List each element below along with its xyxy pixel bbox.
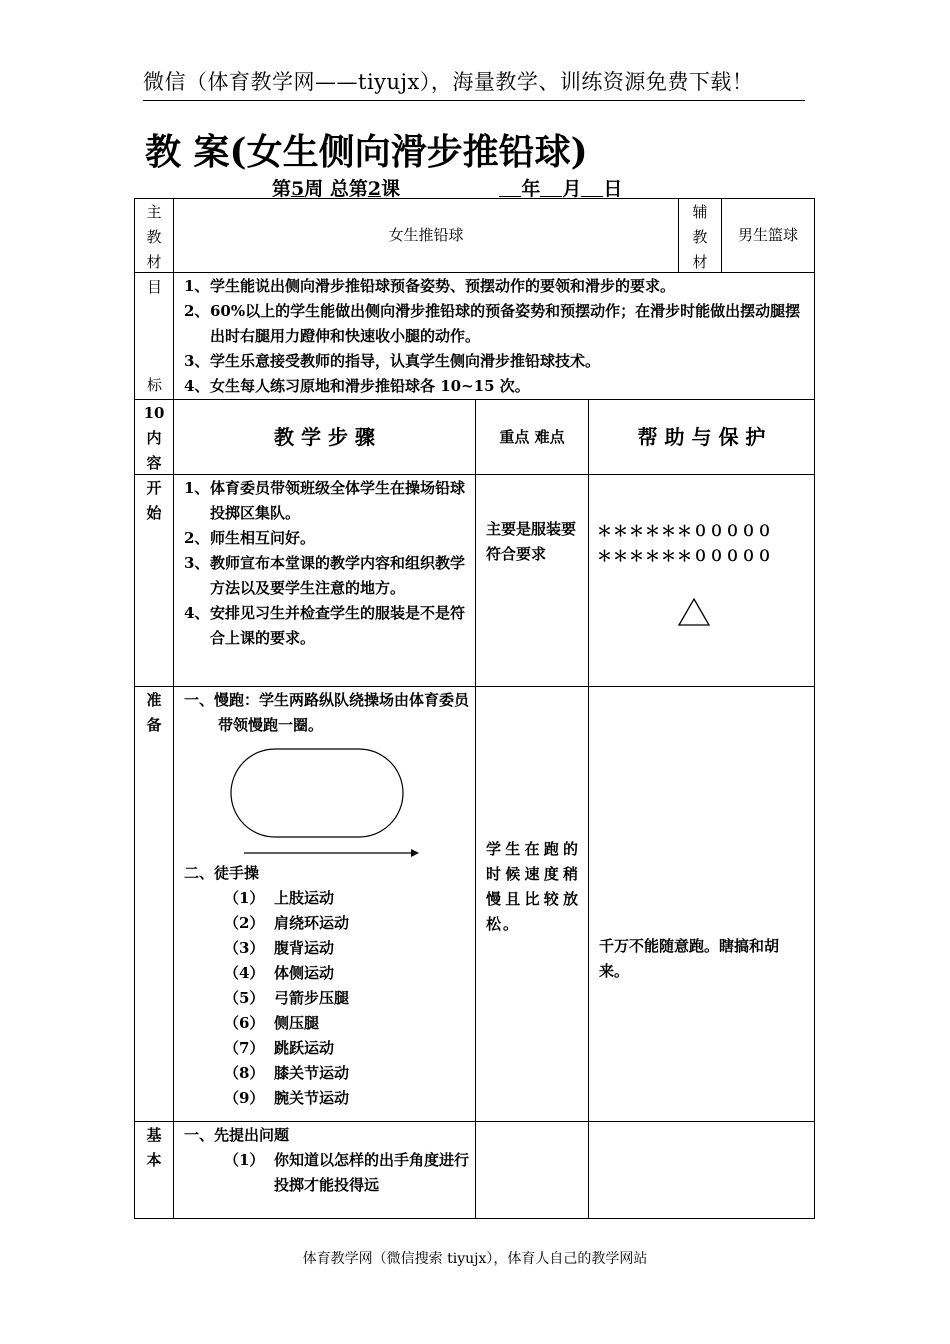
- jog-instruction: 一、慢跑：学生两路纵队绕操场由体育委员带领慢跑一圈。: [184, 691, 470, 734]
- week-mid: 周 总第: [304, 178, 368, 200]
- lesson-number: 2: [367, 178, 382, 200]
- year-label: 年: [521, 178, 541, 200]
- main-material-label: 主 教 材: [134, 198, 174, 273]
- question-number: （1）: [224, 1151, 265, 1169]
- prep-label: 准 备: [134, 686, 174, 1122]
- steps-header: 教 学 步 骤: [173, 399, 476, 475]
- day-blank: [581, 178, 603, 197]
- start-steps: [173, 474, 476, 687]
- start-key: 主要是服装要符合要求: [475, 474, 589, 687]
- basic-label: 基 本: [134, 1121, 174, 1219]
- aux-material: 男生篮球: [721, 198, 815, 273]
- main-material: 女生推铅球: [173, 198, 679, 273]
- month-label: 月: [562, 178, 582, 200]
- start-item: 4、 安排见习生并检查学生的服装是不是符合上课的要求。: [184, 604, 466, 647]
- exercise-item: （3） 腹背运动: [224, 939, 335, 957]
- exercise-item: （2） 肩绕环运动: [224, 914, 350, 932]
- document-title: 教 案(女生侧向滑步推铅球): [145, 131, 588, 173]
- goal-item: 1、 学生能说出侧向滑步推铅球预备姿势、预摆动作的要领和滑步的要求。: [184, 277, 676, 295]
- year-blank: [499, 178, 521, 197]
- basic-title: 一、先提出问题: [184, 1126, 290, 1144]
- basic-help: [588, 1121, 815, 1219]
- goal-item: 2、 60%以上的学生能做出侧向滑步推铅球的预备姿势和预摆动作；在滑步时能做出摆动腿摆出时右腿用力蹬伸和快速收小腿的动作。: [184, 302, 801, 345]
- month-blank: [540, 178, 562, 197]
- formation-row-1: ＊＊＊＊＊＊０００００: [597, 522, 774, 540]
- content-label: 10 内 容: [134, 399, 174, 475]
- goal-item: 4、 女生每人练习原地和滑步推铅球各 10~15 次。: [184, 377, 530, 395]
- exercise-item: （6） 侧压腿: [224, 1014, 320, 1032]
- exercise-item: （4） 体侧运动: [224, 964, 335, 982]
- start-label: 开 始: [134, 474, 174, 687]
- exercise-list: [174, 886, 474, 1111]
- basic-key: [475, 1121, 589, 1219]
- day-label: 日: [603, 178, 623, 200]
- formation-row-2: ＊＊＊＊＊＊０００００: [597, 547, 774, 565]
- exercise-item: （7） 跳跃运动: [224, 1039, 335, 1057]
- goal-item: 3、 学生乐意接受教师的指导，认真学生侧向滑步推铅球技术。: [184, 352, 601, 370]
- key-points-header: 重点 难点: [475, 399, 589, 475]
- start-item: 2、 师生相互问好。: [184, 529, 316, 547]
- exercise-title: 二、徒手操: [184, 864, 260, 882]
- lesson-suffix: 课: [381, 178, 401, 200]
- exercise-item: （5） 弓箭步压腿: [224, 989, 350, 1007]
- aux-material-label: 辅 教 材: [678, 198, 722, 273]
- start-formation: [588, 474, 815, 687]
- goals-content: [173, 272, 815, 400]
- question-text: 你知道以怎样的出手角度进行投掷才能投得远: [274, 1151, 470, 1194]
- exercise-item: （1） 上肢运动: [224, 889, 335, 907]
- week-number: 5: [291, 178, 305, 200]
- running-track-diagram: [229, 747, 419, 859]
- page-header: 微信（体育教学网——tiyujx），海量教学、训练资源免费下载！: [143, 66, 805, 101]
- exercise-item: （8） 膝关节运动: [224, 1064, 350, 1082]
- exercise-item: （9） 腕关节运动: [224, 1089, 350, 1107]
- teacher-triangle-icon: [677, 597, 711, 627]
- help-header: 帮 助 与 保 护: [588, 399, 815, 475]
- prep-steps: [173, 686, 476, 1122]
- start-item: 1、 体育委员带领班级全体学生在操场铅球投掷区集队。: [184, 479, 466, 522]
- start-item: 3、 教师宣布本堂课的教学内容和组织教学方法以及要学生注意的地方。: [184, 554, 466, 597]
- prep-help: 千万不能随意跑。瞎搞和胡来。: [588, 686, 815, 1122]
- basic-steps: [173, 1121, 476, 1219]
- week-prefix: 第: [272, 178, 292, 200]
- prep-key: 学生在跑的时候速度稍慢且比较放松。: [475, 686, 589, 1122]
- page-footer: 体育教学网（微信搜索 tiyujx），体育人自己的教学网站: [302, 1251, 648, 1267]
- goals-label: 目 标: [134, 272, 174, 400]
- week-line: [272, 174, 622, 201]
